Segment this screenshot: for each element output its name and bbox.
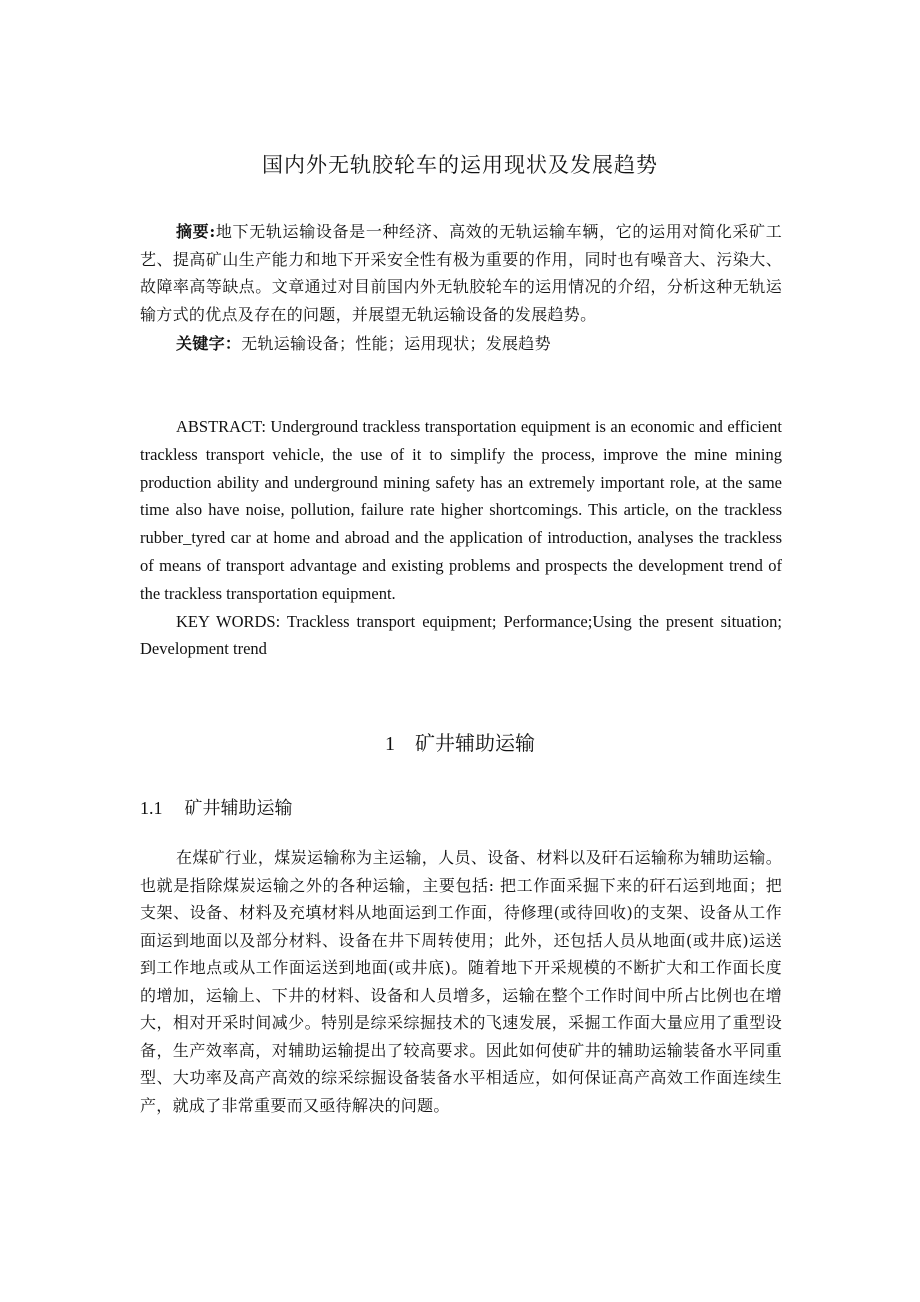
keywords-zh-label: 关键字：: [176, 334, 242, 353]
section-1-heading: [0, 728, 920, 759]
section-1-1-paragraph: 在煤矿行业，煤炭运输称为主运输，人员、设备、材料以及矸石运输称为辅助运输。也就是指除煤炭运输之外的各种运输，主要包括: 把工作面采掘下来的矸石运到地面；把支架、设备、材料及充填材料从地面运到工作面，待修理(或待回收)的支架、设备从工作面运到地面以及部分材料、设备在井下周转使用；此外，还包括人员从地面(或井底)运送到工作地点或从工作面运送到地面(或井底)。随着地下开采规模的不断扩大和工作面长度的增加，运输上、下井的材料、设备和人员增多，运输在整个工作时间中所占比例也在增大，相对开采时间减少。特别是综采综掘技术的飞速发展，采掘工作面大量应用了重型设备，生产效率高，对辅助运输提出了较高要求。因此如何使矿井的辅助运输装备水平同重型、大功率及高产高效的综采综掘设备装备水平相适应，如何保证高产高效工作面连续生产，就成了非常重要而又亟待解决的问题。: [140, 848, 782, 1115]
abstract-en-paragraph: ABSTRACT: Underground trackless transportation equipment is an economic and efficient trackless transport vehicle, the use of it to simplify the process, improve the mine mining production ability and underground mining safety has an extremely important role, at the same time also have noise, pollution, failure rate higher shortcomings. This article, on the trackless rubber_tyred car at home and abroad and the application of introduction, analyses the trackless of means of transport advantage and existing problems and prospects the development trend of the trackless transportation equipment.: [140, 417, 782, 603]
abstract-zh: [140, 218, 782, 358]
abstract-zh-paragraph: [140, 218, 782, 328]
abstract-zh-text: 地下无轨运输设备是一种经济、高效的无轨运输车辆，它的运用对简化采矿工艺、提高矿山生产能力和地下开采安全性有极为重要的作用，同时也有噪音大、污染大、故障率高等缺点。文章通过对目前国内外无轨胶轮车的运用情况的介绍，分析这种无轨运输方式的优点及存在的问题，并展望无轨运输设备的发展趋势。: [140, 222, 782, 324]
section-1-1-title: 矿井辅助运输: [184, 798, 293, 819]
section-1-1-body: [140, 844, 782, 1119]
section-1-1-heading: [140, 794, 293, 823]
abstract-en: [140, 413, 782, 663]
section-1-1-number: 1.1: [140, 798, 163, 818]
section-1-number: 1: [385, 733, 395, 755]
section-1-title: 矿井辅助运输: [415, 731, 535, 755]
keywords-zh-paragraph: [140, 330, 782, 358]
page-title: 国内外无轨胶轮车的运用现状及发展趋势: [262, 153, 658, 177]
keywords-zh-text: 无轨运输设备；性能；运用现状；发展趋势: [241, 334, 551, 353]
keywords-en-paragraph: KEY WORDS: Trackless transport equipment; Performance;Using the present situation; Development trend: [140, 611, 782, 659]
abstract-zh-label: 摘要:: [176, 222, 216, 241]
